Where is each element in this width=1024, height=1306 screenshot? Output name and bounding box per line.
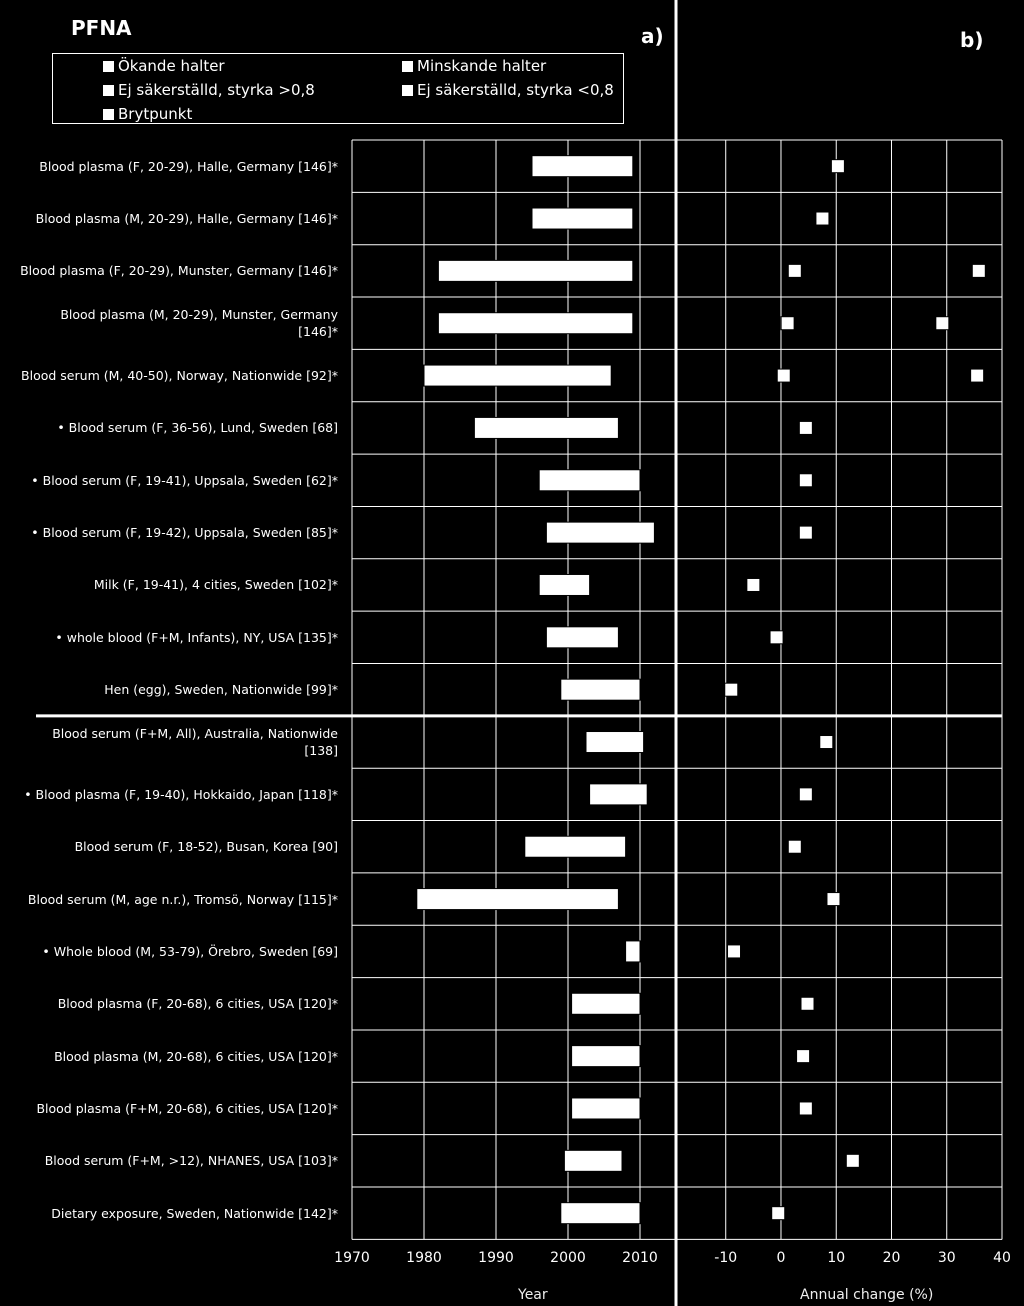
tick-label: 40 <box>993 1250 1011 1267</box>
row-label: Blood serum (F+M, >12), NHANES, USA [103]* <box>44 1153 338 1169</box>
year-range-bar <box>546 522 654 543</box>
year-range-bar <box>546 627 618 648</box>
year-range-bar <box>417 889 619 910</box>
legend-label: Ökande halter <box>118 57 225 75</box>
tick-label: 2000 <box>550 1250 586 1267</box>
row-label: Blood plasma (F, 20-29), Munster, Germany [146]* <box>20 263 338 279</box>
legend-label: Ej säkerställd, styrka >0,8 <box>118 81 315 99</box>
annual-change-point <box>801 997 814 1010</box>
row-label: Blood serum (F, 18-52), Busan, Korea [90] <box>74 839 338 855</box>
tick-label: 30 <box>937 1250 956 1267</box>
row-label: Blood serum (M, age n.r.), Tromsö, Norway [115]* <box>27 891 338 907</box>
year-range-bar <box>626 941 640 962</box>
year-range-bar <box>572 1046 640 1067</box>
year-range-bar <box>438 313 632 334</box>
row-label: Blood plasma (M, 20-68), 6 cities, USA [120]* <box>54 1048 338 1064</box>
annual-change-point <box>725 683 738 696</box>
legend-label: Minskande halter <box>417 57 547 75</box>
row-label: Hen (egg), Sweden, Nationwide [99]* <box>104 682 338 698</box>
tick-label: 2010 <box>622 1250 658 1267</box>
row-label: Blood serum (M, 40-50), Norway, Nationwide [92]* <box>21 368 338 384</box>
row-label: • Blood serum (F, 19-42), Uppsala, Sweden [85]* <box>31 525 338 541</box>
annual-change-point <box>799 474 812 487</box>
year-range-bar <box>572 993 640 1014</box>
row-label: Blood plasma (M, 20-29), Munster, Germany [146]* <box>60 307 338 340</box>
annual-change-point <box>747 578 760 591</box>
row-label: • Blood serum (F, 36-56), Lund, Sweden [68] <box>57 420 338 436</box>
row-label: • Blood plasma (F, 19-40), Hokkaido, Japan [118]* <box>24 786 338 802</box>
annual-change-point <box>820 736 833 749</box>
panel-a-label: a) <box>641 24 664 48</box>
annual-change-point <box>816 212 829 225</box>
row-label: • Whole blood (M, 53-79), Örebro, Sweden [69] <box>42 943 338 959</box>
annual-change-point <box>799 788 812 801</box>
x-axis-title-year: Year <box>518 1287 548 1303</box>
tick-label: 1990 <box>478 1250 514 1267</box>
row-label: Blood plasma (F, 20-29), Halle, Germany [146]* <box>39 158 338 174</box>
tick-label: 20 <box>882 1250 901 1267</box>
annual-change-point <box>831 160 844 173</box>
x-axis-title-annual-change: Annual change (%) <box>800 1287 934 1303</box>
chart-title: PFNA <box>71 16 132 40</box>
row-label: Blood plasma (F, 20-68), 6 cities, USA [120]* <box>57 996 338 1012</box>
year-range-bar <box>561 679 640 700</box>
annual-change-point <box>827 893 840 906</box>
year-range-bar <box>564 1150 622 1171</box>
tick-label: 1970 <box>334 1250 370 1267</box>
annual-change-point <box>788 264 801 277</box>
row-label: Blood plasma (F+M, 20-68), 6 cities, USA [120]* <box>36 1100 338 1116</box>
annual-change-point <box>777 369 790 382</box>
legend-label: Ej säkerställd, styrka <0,8 <box>417 81 614 99</box>
year-range-bar <box>424 365 611 386</box>
year-range-bar <box>586 732 644 753</box>
annual-change-point <box>772 1207 785 1220</box>
year-range-bar <box>539 470 640 491</box>
annual-change-point <box>788 840 801 853</box>
panel-b-label: b) <box>960 28 984 52</box>
legend-label: Brytpunkt <box>118 105 193 123</box>
annual-change-point <box>781 317 794 330</box>
tick-label: 1980 <box>406 1250 442 1267</box>
year-range-bar <box>561 1203 640 1224</box>
annual-change-point <box>799 421 812 434</box>
annual-change-point <box>770 631 783 644</box>
annual-change-point <box>971 369 984 382</box>
row-label: Blood plasma (M, 20-29), Halle, Germany [146]* <box>35 211 338 227</box>
annual-change-point <box>972 264 985 277</box>
year-range-bar <box>532 156 633 177</box>
tick-label: -10 <box>714 1250 738 1267</box>
row-label: • whole blood (F+M, Infants), NY, USA [135]* <box>55 629 338 645</box>
year-range-bar <box>572 1098 640 1119</box>
year-range-bar <box>525 836 626 857</box>
row-label: Blood serum (F+M, All), Australia, Nationwide [138] <box>52 726 338 759</box>
row-label: • Blood serum (F, 19-41), Uppsala, Sweden [62]* <box>31 472 338 488</box>
year-range-bar <box>532 208 633 229</box>
annual-change-point <box>799 526 812 539</box>
annual-change-point <box>846 1154 859 1167</box>
year-range-bar <box>438 260 632 281</box>
row-label: Dietary exposure, Sweden, Nationwide [142]* <box>51 1205 338 1221</box>
annual-change-point <box>936 317 949 330</box>
year-range-bar <box>539 574 589 595</box>
annual-change-point <box>799 1102 812 1115</box>
tick-label: 0 <box>776 1250 786 1267</box>
annual-change-point <box>728 945 741 958</box>
annual-change-point <box>797 1050 810 1063</box>
year-range-bar <box>590 784 648 805</box>
tick-label: 10 <box>827 1250 846 1267</box>
year-range-bar <box>474 417 618 438</box>
row-label: Milk (F, 19-41), 4 cities, Sweden [102]* <box>93 577 338 593</box>
